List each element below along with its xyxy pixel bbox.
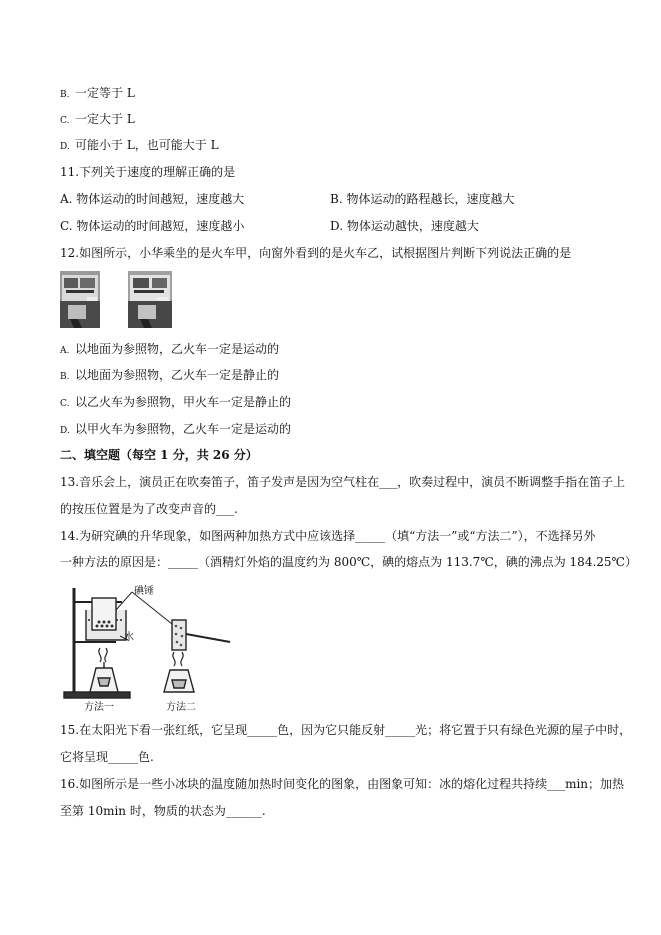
q15-line2: 它将呈现_____色. [60, 750, 154, 764]
q13-line1: 13.音乐会上，演员正在吹奏笛子，笛子发声是因为空气柱在___，吹奏过程中，演员不断调整手指在笛子上 [60, 475, 626, 489]
section-title: 二、填空题（每空 1 分，共 26 分） [60, 448, 258, 462]
option-text: 以甲火车为参照物，乙火车一定是运动的 [75, 422, 292, 436]
option-letter: A. [60, 346, 70, 356]
q14-line1: 14.为研究碘的升华现象，如图两种加热方式中应该选择_____（填“方法一”或“方法二”），不选择另外 [60, 529, 596, 543]
option-letter: C. [60, 399, 70, 409]
q11-option-b: B. 物体运动的路程越长，速度越大 [330, 192, 515, 206]
option-text: 以地面为参照物，乙火车一定是运动的 [75, 342, 280, 356]
option-letter: D. [60, 426, 70, 436]
iodine-heating-figure [60, 580, 240, 716]
q13-line2: 的按压位置是为了改变声音的___. [60, 502, 238, 516]
iodine-hammer-label: 碘锤 [134, 586, 154, 597]
q12-option-b [60, 367, 279, 385]
q15-line1: 15.在太阳光下看一张红纸，它呈现_____色，因为它只能反射_____光；将它置于只有绿色光源的屋子中时， [60, 723, 632, 737]
water-label: 水 [124, 632, 134, 643]
method2-apparatus [164, 620, 230, 692]
q12-option-c [60, 394, 291, 412]
q16-line2: 至第 10min 时，物质的状态为______. [60, 804, 266, 818]
q11-option-d: D. 物体运动越快，速度越大 [330, 219, 479, 233]
train-photo-left [60, 271, 100, 328]
method1-apparatus [64, 588, 130, 698]
option-letter: B. [60, 90, 70, 100]
option-text: 以乙火车为参照物，甲火车一定是静止的 [75, 395, 292, 409]
q11-option-a: A. 物体运动的时间越短，速度越大 [60, 192, 245, 206]
option-letter: B. [60, 372, 70, 382]
q10-option-c [60, 111, 135, 129]
option-letter: C. [60, 116, 70, 126]
q10-option-d [60, 137, 219, 155]
option-letter: D. [60, 142, 70, 152]
option-text: 一定等于 L [75, 86, 135, 100]
option-text: 可能小于 L，也可能大于 L [75, 138, 219, 152]
q11-stem: 11.下列关于速度的理解正确的是 [60, 165, 236, 179]
option-text: 以地面为参照物，乙火车一定是静止的 [75, 368, 280, 382]
q16-line1: 16.如图所示是一些小冰块的温度随加热时间变化的图象，由图象可知：冰的熔化过程共持续___min；加热 [60, 777, 625, 791]
train-photo-right [128, 271, 172, 328]
q14-line2 [60, 554, 637, 570]
method1-label: 方法一 [84, 702, 114, 713]
method2-label: 方法二 [166, 702, 196, 713]
q11-option-c: C. 物体运动的时间越短，速度越小 [60, 219, 245, 233]
q12-option-a [60, 341, 279, 359]
option-text: 一定大于 L [75, 112, 135, 126]
q12-option-d [60, 421, 291, 439]
train-photos-figure [60, 271, 173, 329]
q10-option-b [60, 85, 135, 103]
q14-line2-text: 一种方法的原因是：_____（酒精灯外焰的温度约为 800℃，碘的熔点为 113.7℃，碘的沸点为 184.25℃） [60, 555, 637, 569]
q12-stem: 12.如图所示，小华乘坐的是火车甲，向窗外看到的是火车乙，试根据图片判断下列说法正确的是 [60, 246, 572, 260]
